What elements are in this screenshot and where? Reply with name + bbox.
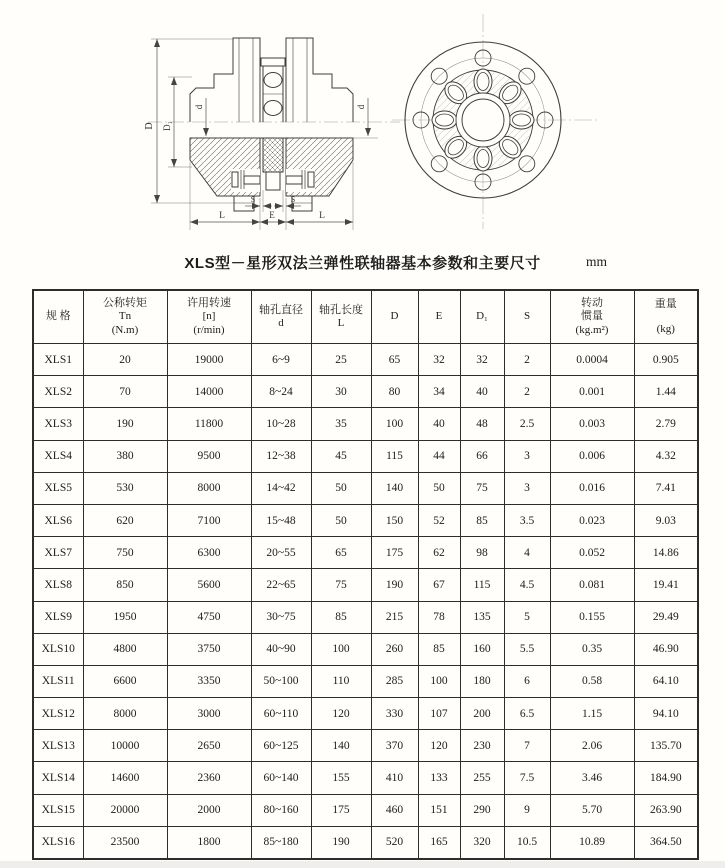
value-cell-speed: 7100 bbox=[167, 504, 251, 536]
value-cell-bore-d: 20~55 bbox=[251, 537, 311, 569]
value-cell-S: 6 bbox=[504, 665, 550, 697]
value-cell-speed: 5600 bbox=[167, 569, 251, 601]
dim-label-S-left: S bbox=[250, 195, 256, 204]
table-row-XLS3 bbox=[33, 408, 698, 440]
spec-name-cell: XLS6 bbox=[33, 504, 83, 536]
value-cell-D1: 40 bbox=[460, 376, 504, 408]
value-cell-inertia: 0.081 bbox=[550, 569, 634, 601]
table-row-XLS12 bbox=[33, 698, 698, 730]
value-cell-bore-d: 50~100 bbox=[251, 665, 311, 697]
value-cell-D1: 66 bbox=[460, 440, 504, 472]
value-cell-weight: 135.70 bbox=[634, 730, 698, 762]
value-cell-D: 520 bbox=[371, 826, 418, 859]
value-cell-S: 7.5 bbox=[504, 762, 550, 794]
value-cell-S: 3.5 bbox=[504, 504, 550, 536]
col-header-bore-d: 轴孔直径 d bbox=[251, 290, 311, 344]
value-cell-E: 67 bbox=[418, 569, 460, 601]
value-cell-D1: 48 bbox=[460, 408, 504, 440]
value-cell-D1: 32 bbox=[460, 344, 504, 376]
value-cell-bore-l: 65 bbox=[311, 537, 371, 569]
spec-name-cell: XLS16 bbox=[33, 826, 83, 859]
dim-label-D: D bbox=[144, 122, 155, 130]
value-cell-D: 215 bbox=[371, 601, 418, 633]
col-header-inertia: 转动 惯量 (kg.m²) bbox=[550, 290, 634, 344]
col-header-D1: D₁ bbox=[460, 290, 504, 344]
value-cell-bore-d: 22~65 bbox=[251, 569, 311, 601]
value-cell-torque: 380 bbox=[83, 440, 167, 472]
col-header-S: S bbox=[504, 290, 550, 344]
value-cell-E: 151 bbox=[418, 794, 460, 826]
value-cell-inertia: 0.023 bbox=[550, 504, 634, 536]
table-row-XLS7 bbox=[33, 537, 698, 569]
header-row bbox=[33, 290, 698, 344]
value-cell-bore-l: 190 bbox=[311, 826, 371, 859]
value-cell-torque: 20 bbox=[83, 344, 167, 376]
value-cell-bore-l: 155 bbox=[311, 762, 371, 794]
value-cell-speed: 4750 bbox=[167, 601, 251, 633]
table-row-XLS13 bbox=[33, 730, 698, 762]
value-cell-torque: 620 bbox=[83, 504, 167, 536]
spec-name-cell: XLS9 bbox=[33, 601, 83, 633]
col-header-E: E bbox=[418, 290, 460, 344]
value-cell-torque: 70 bbox=[83, 376, 167, 408]
value-cell-D1: 75 bbox=[460, 472, 504, 504]
value-cell-D1: 180 bbox=[460, 665, 504, 697]
value-cell-D: 80 bbox=[371, 376, 418, 408]
value-cell-E: 107 bbox=[418, 698, 460, 730]
value-cell-D1: 135 bbox=[460, 601, 504, 633]
spec-name-cell: XLS1 bbox=[33, 344, 83, 376]
value-cell-torque: 1950 bbox=[83, 601, 167, 633]
value-cell-weight: 0.905 bbox=[634, 344, 698, 376]
spec-name-cell: XLS10 bbox=[33, 633, 83, 665]
value-cell-E: 85 bbox=[418, 633, 460, 665]
value-cell-D: 260 bbox=[371, 633, 418, 665]
value-cell-torque: 20000 bbox=[83, 794, 167, 826]
value-cell-D: 460 bbox=[371, 794, 418, 826]
value-cell-E: 133 bbox=[418, 762, 460, 794]
value-cell-E: 32 bbox=[418, 344, 460, 376]
value-cell-D: 370 bbox=[371, 730, 418, 762]
value-cell-bore-d: 60~125 bbox=[251, 730, 311, 762]
value-cell-weight: 4.32 bbox=[634, 440, 698, 472]
value-cell-S: 2.5 bbox=[504, 408, 550, 440]
value-cell-inertia: 0.052 bbox=[550, 537, 634, 569]
value-cell-bore-l: 75 bbox=[311, 569, 371, 601]
value-cell-inertia: 0.006 bbox=[550, 440, 634, 472]
value-cell-weight: 184.90 bbox=[634, 762, 698, 794]
spec-table-body bbox=[33, 344, 698, 860]
value-cell-S: 4 bbox=[504, 537, 550, 569]
value-cell-speed: 1800 bbox=[167, 826, 251, 859]
spec-table bbox=[32, 289, 699, 860]
spec-name-cell: XLS14 bbox=[33, 762, 83, 794]
value-cell-bore-d: 40~90 bbox=[251, 633, 311, 665]
value-cell-speed: 3750 bbox=[167, 633, 251, 665]
value-cell-bore-d: 15~48 bbox=[251, 504, 311, 536]
dim-label-S-right: S bbox=[290, 195, 296, 204]
table-row-XLS6 bbox=[33, 504, 698, 536]
value-cell-S: 5 bbox=[504, 601, 550, 633]
value-cell-E: 34 bbox=[418, 376, 460, 408]
value-cell-bore-l: 85 bbox=[311, 601, 371, 633]
col-header-speed: 许用转速 [n] (r/min) bbox=[167, 290, 251, 344]
value-cell-weight: 29.49 bbox=[634, 601, 698, 633]
value-cell-D1: 115 bbox=[460, 569, 504, 601]
value-cell-bore-l: 25 bbox=[311, 344, 371, 376]
dim-label-E: E bbox=[269, 210, 275, 220]
unit-label: mm bbox=[585, 254, 607, 269]
table-row-XLS2 bbox=[33, 376, 698, 408]
value-cell-D: 175 bbox=[371, 537, 418, 569]
value-cell-torque: 4800 bbox=[83, 633, 167, 665]
value-cell-inertia: 0.58 bbox=[550, 665, 634, 697]
table-row-XLS15 bbox=[33, 794, 698, 826]
value-cell-D1: 230 bbox=[460, 730, 504, 762]
value-cell-bore-l: 30 bbox=[311, 376, 371, 408]
table-row-XLS4 bbox=[33, 440, 698, 472]
table-row-XLS9 bbox=[33, 601, 698, 633]
value-cell-speed: 3000 bbox=[167, 698, 251, 730]
value-cell-speed: 9500 bbox=[167, 440, 251, 472]
value-cell-bore-l: 100 bbox=[311, 633, 371, 665]
value-cell-bore-l: 45 bbox=[311, 440, 371, 472]
value-cell-E: 165 bbox=[418, 826, 460, 859]
table-row-XLS16 bbox=[33, 826, 698, 859]
spec-name-cell: XLS13 bbox=[33, 730, 83, 762]
technical-drawing bbox=[0, 0, 725, 253]
col-header-torque: 公称转矩 Tn (N.m) bbox=[83, 290, 167, 344]
value-cell-torque: 530 bbox=[83, 472, 167, 504]
value-cell-bore-d: 30~75 bbox=[251, 601, 311, 633]
table-row-XLS5 bbox=[33, 472, 698, 504]
front-view bbox=[392, 14, 597, 229]
value-cell-speed: 3350 bbox=[167, 665, 251, 697]
value-cell-bore-l: 50 bbox=[311, 472, 371, 504]
value-cell-torque: 14600 bbox=[83, 762, 167, 794]
value-cell-D1: 160 bbox=[460, 633, 504, 665]
value-cell-S: 7 bbox=[504, 730, 550, 762]
value-cell-E: 52 bbox=[418, 504, 460, 536]
value-cell-weight: 46.90 bbox=[634, 633, 698, 665]
value-cell-bore-d: 14~42 bbox=[251, 472, 311, 504]
col-header-spec: 规 格 bbox=[33, 290, 83, 344]
value-cell-speed: 19000 bbox=[167, 344, 251, 376]
spec-name-cell: XLS12 bbox=[33, 698, 83, 730]
dim-label-d-right: d bbox=[356, 104, 366, 110]
value-cell-speed: 11800 bbox=[167, 408, 251, 440]
value-cell-bore-d: 85~180 bbox=[251, 826, 311, 859]
value-cell-weight: 2.79 bbox=[634, 408, 698, 440]
col-header-D: D bbox=[371, 290, 418, 344]
value-cell-speed: 2360 bbox=[167, 762, 251, 794]
value-cell-torque: 750 bbox=[83, 537, 167, 569]
value-cell-speed: 2650 bbox=[167, 730, 251, 762]
value-cell-S: 2 bbox=[504, 344, 550, 376]
value-cell-torque: 10000 bbox=[83, 730, 167, 762]
value-cell-speed: 8000 bbox=[167, 472, 251, 504]
title-row bbox=[0, 252, 725, 274]
spec-name-cell: XLS2 bbox=[33, 376, 83, 408]
value-cell-D1: 290 bbox=[460, 794, 504, 826]
value-cell-inertia: 10.89 bbox=[550, 826, 634, 859]
table-row-XLS11 bbox=[33, 665, 698, 697]
value-cell-E: 40 bbox=[418, 408, 460, 440]
value-cell-S: 4.5 bbox=[504, 569, 550, 601]
value-cell-D: 410 bbox=[371, 762, 418, 794]
value-cell-D1: 98 bbox=[460, 537, 504, 569]
value-cell-torque: 8000 bbox=[83, 698, 167, 730]
value-cell-D: 150 bbox=[371, 504, 418, 536]
value-cell-bore-d: 8~24 bbox=[251, 376, 311, 408]
spec-name-cell: XLS8 bbox=[33, 569, 83, 601]
value-cell-bore-l: 120 bbox=[311, 698, 371, 730]
value-cell-D1: 85 bbox=[460, 504, 504, 536]
value-cell-bore-l: 110 bbox=[311, 665, 371, 697]
spec-name-cell: XLS11 bbox=[33, 665, 83, 697]
hub-circle bbox=[456, 93, 510, 147]
dim-label-L-left: L bbox=[219, 211, 225, 221]
value-cell-inertia: 0.001 bbox=[550, 376, 634, 408]
value-cell-inertia: 2.06 bbox=[550, 730, 634, 762]
value-cell-weight: 9.03 bbox=[634, 504, 698, 536]
spec-name-cell: XLS3 bbox=[33, 408, 83, 440]
dim-label-d-left: d bbox=[194, 104, 204, 110]
value-cell-E: 78 bbox=[418, 601, 460, 633]
value-cell-S: 10.5 bbox=[504, 826, 550, 859]
value-cell-speed: 6300 bbox=[167, 537, 251, 569]
value-cell-weight: 14.86 bbox=[634, 537, 698, 569]
value-cell-E: 50 bbox=[418, 472, 460, 504]
dim-label-D1: D₁ bbox=[162, 121, 172, 131]
value-cell-bore-d: 6~9 bbox=[251, 344, 311, 376]
table-row-XLS1 bbox=[33, 344, 698, 376]
value-cell-D1: 200 bbox=[460, 698, 504, 730]
value-cell-inertia: 0.003 bbox=[550, 408, 634, 440]
value-cell-weight: 94.10 bbox=[634, 698, 698, 730]
page-bottom-edge bbox=[0, 861, 725, 868]
value-cell-inertia: 0.35 bbox=[550, 633, 634, 665]
table-row-XLS8 bbox=[33, 569, 698, 601]
value-cell-S: 2 bbox=[504, 376, 550, 408]
value-cell-D: 330 bbox=[371, 698, 418, 730]
value-cell-D: 100 bbox=[371, 408, 418, 440]
value-cell-inertia: 3.46 bbox=[550, 762, 634, 794]
value-cell-E: 62 bbox=[418, 537, 460, 569]
spec-name-cell: XLS7 bbox=[33, 537, 83, 569]
value-cell-weight: 364.50 bbox=[634, 826, 698, 859]
value-cell-inertia: 0.155 bbox=[550, 601, 634, 633]
value-cell-weight: 263.90 bbox=[634, 794, 698, 826]
table-row-XLS14 bbox=[33, 762, 698, 794]
value-cell-bore-l: 50 bbox=[311, 504, 371, 536]
value-cell-E: 44 bbox=[418, 440, 460, 472]
value-cell-weight: 1.44 bbox=[634, 376, 698, 408]
value-cell-torque: 850 bbox=[83, 569, 167, 601]
value-cell-bore-l: 175 bbox=[311, 794, 371, 826]
col-header-weight: 重量 (kg) bbox=[634, 290, 698, 344]
value-cell-D: 285 bbox=[371, 665, 418, 697]
value-cell-speed: 2000 bbox=[167, 794, 251, 826]
table-row-XLS10 bbox=[33, 633, 698, 665]
value-cell-E: 120 bbox=[418, 730, 460, 762]
value-cell-E: 100 bbox=[418, 665, 460, 697]
value-cell-weight: 7.41 bbox=[634, 472, 698, 504]
value-cell-S: 3 bbox=[504, 472, 550, 504]
section-view bbox=[148, 38, 400, 211]
value-cell-inertia: 0.0004 bbox=[550, 344, 634, 376]
spec-name-cell: XLS4 bbox=[33, 440, 83, 472]
value-cell-torque: 190 bbox=[83, 408, 167, 440]
spec-name-cell: XLS5 bbox=[33, 472, 83, 504]
coupling-drawing-svg bbox=[0, 0, 725, 248]
dim-label-L-right: L bbox=[319, 211, 325, 221]
value-cell-D1: 255 bbox=[460, 762, 504, 794]
value-cell-S: 3 bbox=[504, 440, 550, 472]
value-cell-torque: 6600 bbox=[83, 665, 167, 697]
value-cell-bore-d: 80~160 bbox=[251, 794, 311, 826]
page-title: XLS型－星形双法兰弹性联轴器基本参数和主要尺寸 bbox=[184, 255, 541, 272]
value-cell-D: 65 bbox=[371, 344, 418, 376]
spec-table-head bbox=[33, 290, 698, 344]
value-cell-S: 9 bbox=[504, 794, 550, 826]
value-cell-inertia: 1.15 bbox=[550, 698, 634, 730]
value-cell-D: 115 bbox=[371, 440, 418, 472]
value-cell-bore-d: 60~140 bbox=[251, 762, 311, 794]
value-cell-S: 5.5 bbox=[504, 633, 550, 665]
value-cell-bore-d: 10~28 bbox=[251, 408, 311, 440]
value-cell-inertia: 0.016 bbox=[550, 472, 634, 504]
value-cell-bore-d: 12~38 bbox=[251, 440, 311, 472]
value-cell-weight: 19.41 bbox=[634, 569, 698, 601]
value-cell-weight: 64.10 bbox=[634, 665, 698, 697]
col-header-bore-l: 轴孔长度 L bbox=[311, 290, 371, 344]
value-cell-bore-d: 60~110 bbox=[251, 698, 311, 730]
value-cell-speed: 14000 bbox=[167, 376, 251, 408]
value-cell-bore-l: 35 bbox=[311, 408, 371, 440]
value-cell-D1: 320 bbox=[460, 826, 504, 859]
value-cell-S: 6.5 bbox=[504, 698, 550, 730]
value-cell-bore-l: 140 bbox=[311, 730, 371, 762]
spec-name-cell: XLS15 bbox=[33, 794, 83, 826]
value-cell-inertia: 5.70 bbox=[550, 794, 634, 826]
value-cell-torque: 23500 bbox=[83, 826, 167, 859]
value-cell-D: 140 bbox=[371, 472, 418, 504]
value-cell-D: 190 bbox=[371, 569, 418, 601]
